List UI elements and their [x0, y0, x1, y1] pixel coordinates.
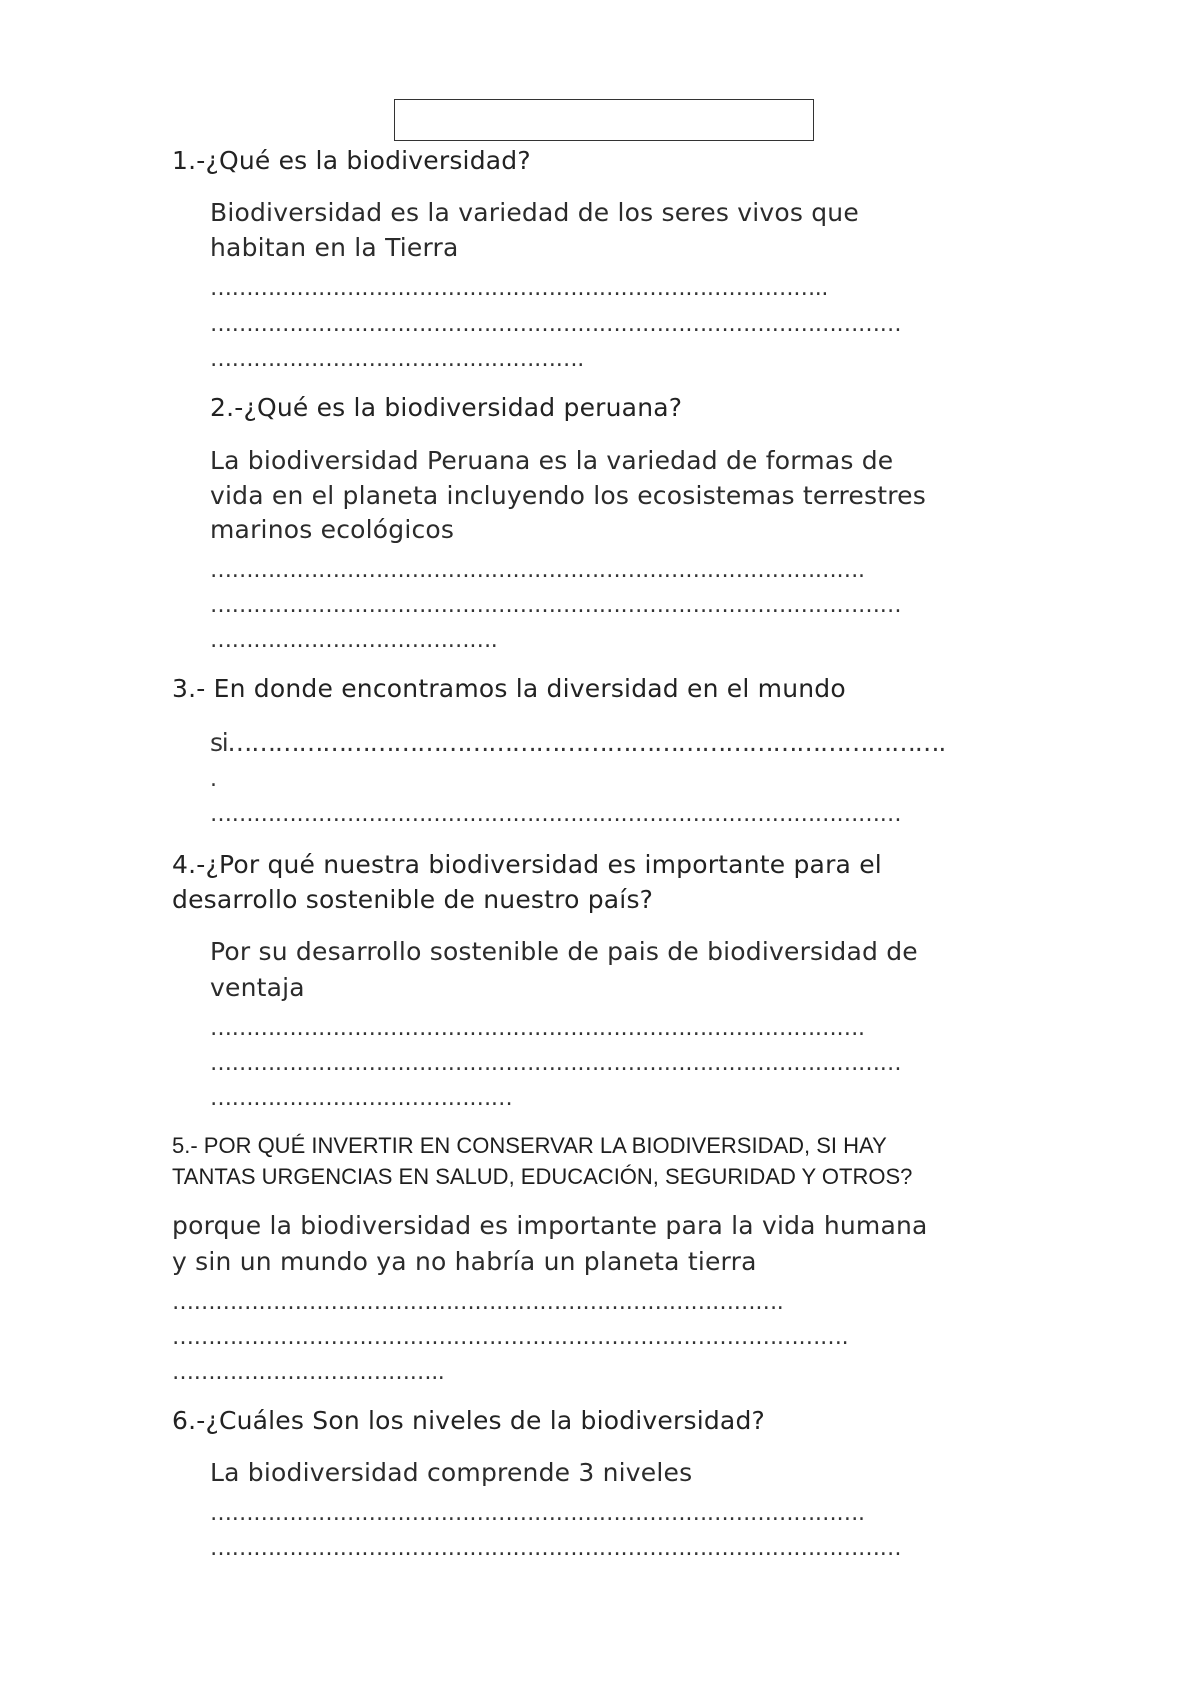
question-6: 6.-¿Cuáles Son los niveles de la biodiversidad? [172, 1406, 765, 1435]
answer-4-line-1: Por su desarrollo sostenible de pais de biodiversidad de [210, 937, 918, 966]
answer-2-line-2: vida en el planeta incluyendo los ecosistemas terrestres [210, 481, 926, 510]
answer-5-line-2: y sin un mundo ya no habría un planeta tierra [172, 1247, 757, 1276]
question-2: 2.-¿Qué es la biodiversidad peruana? [210, 393, 683, 422]
answer-2-dots-3: …………………………………. [210, 628, 498, 653]
answer-2-dots-2: …………………………………………………………………………………… [210, 593, 902, 618]
question-1: 1.-¿Qué es la biodiversidad? [172, 146, 531, 175]
answer-6-dots-1: ………………………………………………………………………………. [210, 1501, 865, 1526]
answer-5-dots-2: …………………………………………………………………………………. [172, 1325, 849, 1350]
title-box[interactable] [394, 99, 814, 141]
answer-3-line-1: si………………………………………………………………………………. [210, 728, 946, 757]
answer-4-dots-2: …………………………………………………………………………………… [210, 1051, 902, 1076]
answer-1-dots-2: …………………………………………………………………………………… [210, 312, 902, 337]
answer-4-dots-1: ………………………………………………………………………………. [210, 1016, 865, 1041]
answer-4-line-2: ventaja [210, 973, 305, 1002]
answer-2-line-1: La biodiversidad Peruana es la variedad de formas de [210, 446, 894, 475]
answer-3-line-2: . [210, 767, 217, 792]
question-3: 3.- En donde encontramos la diversidad en el mundo [172, 674, 846, 703]
question-4-line-1: 4.-¿Por qué nuestra biodiversidad es importante para el [172, 850, 882, 879]
answer-2-dots-1: ………………………………………………………………………………. [210, 558, 865, 583]
answer-1-dots-1: ………………………………………………………………………….. [210, 276, 828, 301]
answer-5-dots-1: …………………………………………………………………………. [172, 1290, 784, 1315]
answer-1-line-1: Biodiversidad es la variedad de los seres vivos que [210, 198, 859, 227]
answer-4-dots-3: …………………………………… [210, 1086, 513, 1111]
answer-1-line-2: habitan en la Tierra [210, 233, 459, 262]
answer-3-line-3: …………………………………………………………………………………… [210, 802, 902, 827]
question-5-line-1: 5.- POR QUÉ INVERTIR EN CONSERVAR LA BIODIVERSIDAD, SI HAY [172, 1133, 887, 1158]
answer-2-line-3: marinos ecológicos [210, 515, 455, 544]
answer-6-line-1: La biodiversidad comprende 3 niveles [210, 1458, 693, 1487]
answer-5-dots-3: ……………………………….. [172, 1360, 445, 1385]
answer-1-dots-3: ……………………………………………. [210, 347, 584, 372]
answer-5-line-1: porque la biodiversidad es importante para la vida humana [172, 1211, 928, 1240]
question-5-line-2: TANTAS URGENCIAS EN SALUD, EDUCACIÓN, SEGURIDAD Y OTROS? [172, 1164, 913, 1189]
question-4-line-2: desarrollo sostenible de nuestro país? [172, 885, 654, 914]
answer-6-dots-2: …………………………………………………………………………………… [210, 1536, 902, 1561]
